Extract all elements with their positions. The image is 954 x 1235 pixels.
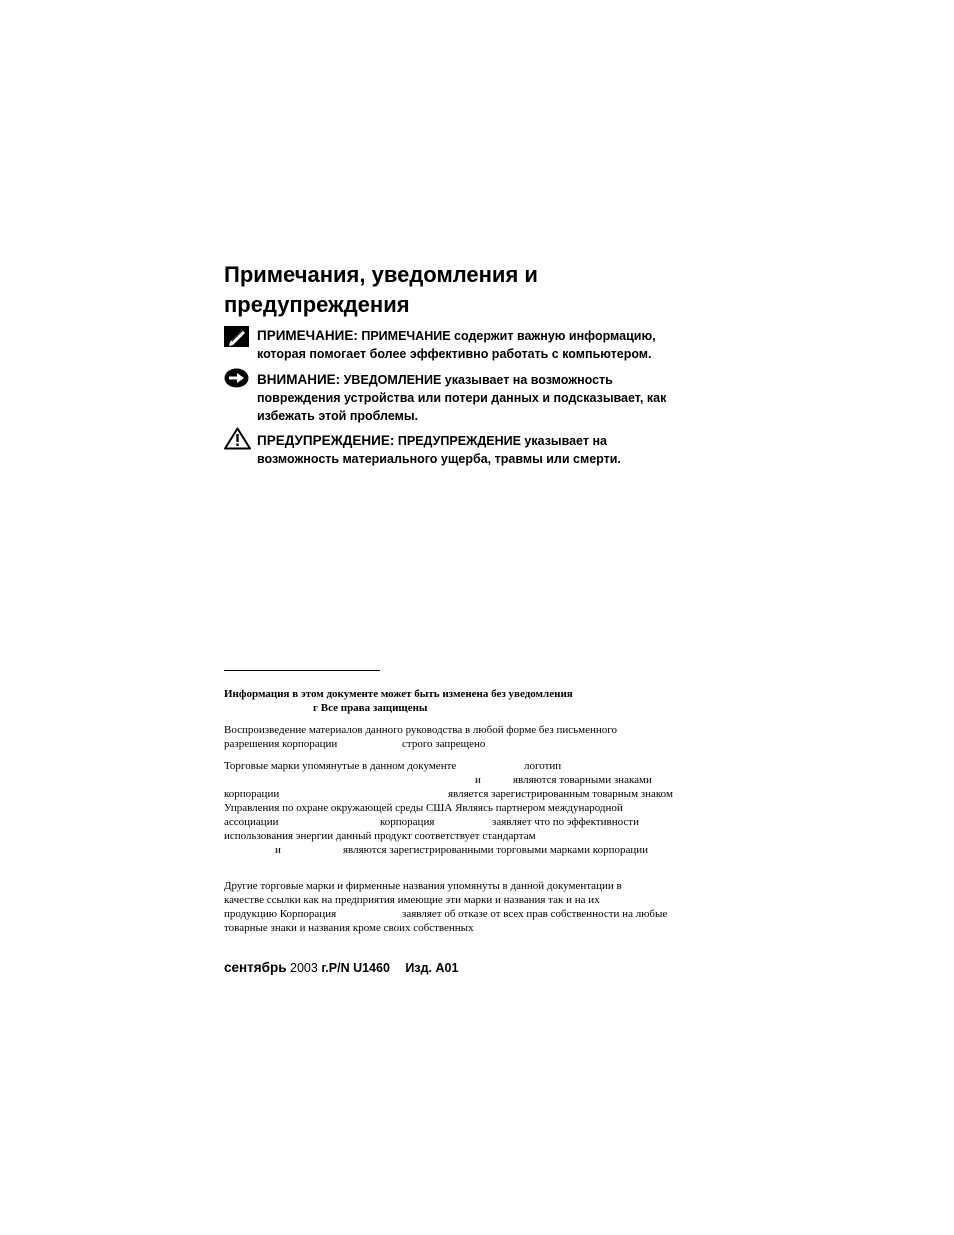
- note-text-line-2: которая помогает более эффективно работать с компьютером.: [257, 347, 652, 361]
- other-trademarks-paragraph: [224, 879, 744, 935]
- footer-edition: Изд. A01: [405, 961, 459, 975]
- note-text-line-1: ПРИМЕЧАНИЕ содержит важную информацию,: [361, 329, 656, 343]
- other-line-3a: продукцию Корпорация: [224, 908, 337, 920]
- footer-month: сентябрь: [224, 960, 287, 975]
- other-line-4: товарные знаки и названия кроме своих собственных: [224, 922, 474, 934]
- other-line-3b: заявляет об отказе от всех прав собственности на любые: [402, 908, 668, 920]
- footer-year: 2003: [290, 961, 318, 975]
- footer-part-number: г.P/N U1460: [321, 961, 390, 975]
- tm-line-7b: являются зарегистрированными торговыми марками корпорации: [343, 844, 648, 856]
- tm-line-6: использования энергии данный продукт соответствует стандартам: [224, 830, 536, 842]
- info-line-1: Информация в этом документе может быть изменена без уведомления: [224, 688, 573, 700]
- page-title-line-1: Примечания, уведомления и: [224, 262, 538, 287]
- tm-line-1b: логотип: [524, 760, 562, 772]
- note-block: [257, 327, 656, 363]
- warning-text-line-2: возможность материального ущерба, травмы или смерти.: [257, 452, 621, 466]
- other-line-2: качестве ссылки как на предприятия имеющие эти марки и названия так и на их: [224, 894, 600, 906]
- notice-arrow-icon: [224, 368, 249, 393]
- tm-line-2a: и: [475, 774, 481, 786]
- repro-line-2b: строго запрещено: [402, 738, 486, 750]
- warning-text-line-1: ПРЕДУПРЕЖДЕНИЕ указывает на: [397, 434, 607, 448]
- warning-label: ПРЕДУПРЕЖДЕНИЕ:: [257, 433, 395, 448]
- repro-line-2a: разрешения корпорации: [224, 738, 338, 750]
- pencil-note-icon: [224, 326, 249, 352]
- repro-line-1: Воспроизведение материалов данного руководства в любой форме без письменного: [224, 724, 618, 736]
- reproduction-paragraph: [224, 723, 744, 751]
- warning-triangle-icon: [224, 427, 251, 455]
- info-paragraph: [224, 687, 744, 715]
- notice-label: ВНИМАНИЕ:: [257, 372, 341, 387]
- other-line-1: Другие торговые марки и фирменные названия упомянуты в данной документации в: [224, 880, 622, 892]
- warning-block: [257, 432, 621, 468]
- tm-line-1a: Торговые марки упомянутые в данном документе: [224, 760, 457, 772]
- tm-line-3b: является зарегистрированным товарным знаком: [448, 788, 673, 800]
- note-label: ПРИМЕЧАНИЕ:: [257, 328, 358, 343]
- notice-text-line-2: повреждения устройства или потери данных и подсказывает, как: [257, 391, 667, 405]
- document-footer: [224, 960, 458, 975]
- notice-text-line-1: УВЕДОМЛЕНИЕ указывает на возможность: [343, 373, 613, 387]
- separator-rule: [224, 670, 380, 671]
- tm-line-2b: являются товарными знаками: [513, 774, 652, 786]
- notice-text-line-3: избежать этой проблемы.: [257, 409, 419, 423]
- tm-line-3a: корпорации: [224, 788, 280, 800]
- tm-line-5b: корпорация: [380, 816, 435, 828]
- page-title-line-2: предупреждения: [224, 292, 410, 317]
- tm-line-4: Управления по охране окружающей среды США Являясь партнером международной: [224, 802, 623, 814]
- page-title: [224, 260, 724, 320]
- notice-block: [257, 371, 666, 425]
- tm-line-5a: ассоциации: [224, 816, 279, 828]
- tm-line-5c: заявляет что по эффективности: [492, 816, 639, 828]
- info-line-2: г Все права защищены: [313, 702, 428, 714]
- tm-line-7a: и: [275, 844, 281, 856]
- trademarks-paragraph: [224, 759, 744, 857]
